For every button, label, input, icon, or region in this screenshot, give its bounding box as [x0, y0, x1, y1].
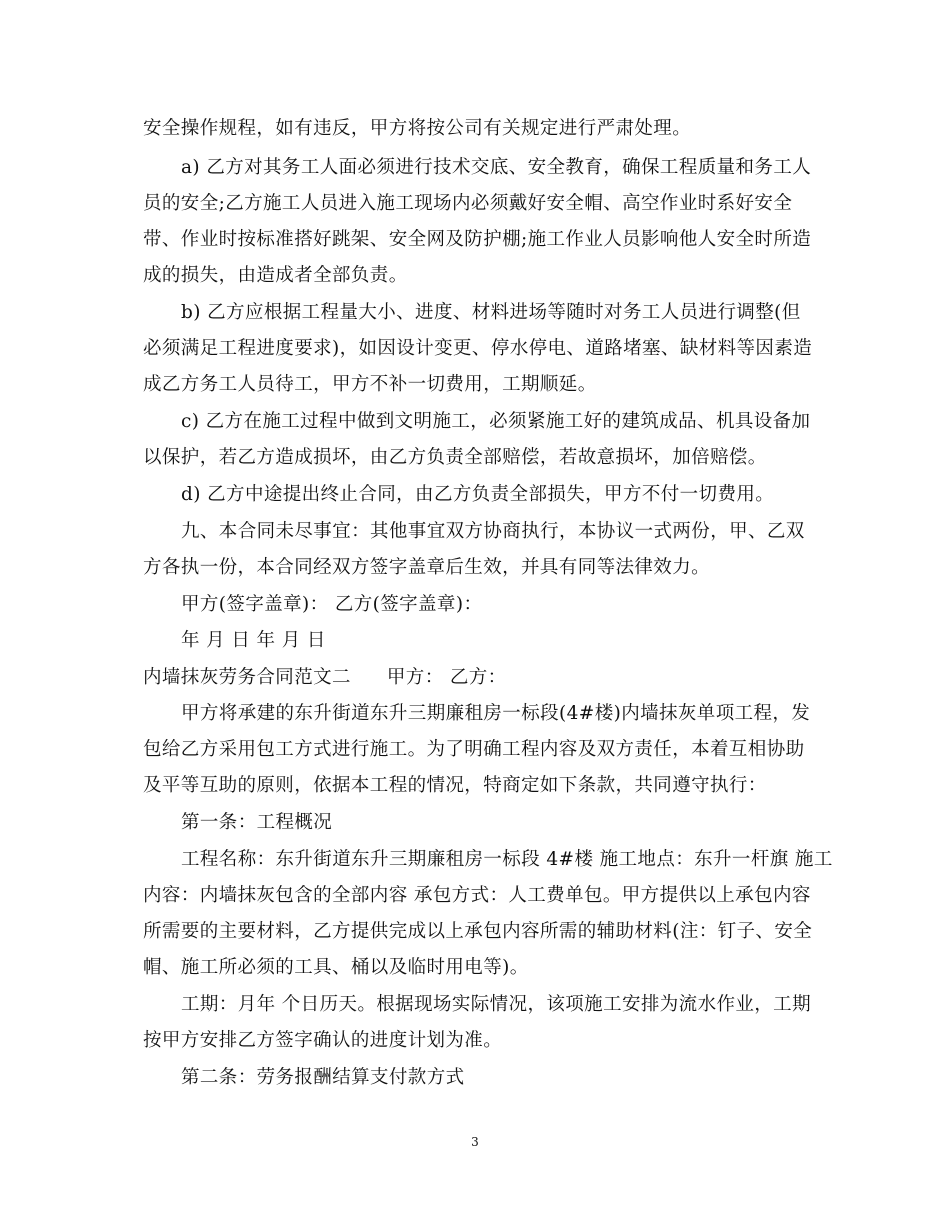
text-line: 安全操作规程，如有违反，甲方将按公司有关规定进行严肃处理。 — [143, 118, 692, 139]
text-line: d) 乙方中途提出终止合同，由乙方负责全部损失，甲方不付一切费用。 — [181, 484, 775, 505]
text-line: 工期：月年 个日历天。根据现场实际情况，该项施工安排为流水作业，工期 — [181, 994, 811, 1015]
text-line: 甲方将承建的东升街道东升三期廉租房一标段(4#楼)内墙抹灰单项工程，发 — [181, 703, 811, 724]
section-heading-line — [143, 666, 507, 690]
text-line: 工程名称：东升街道东升三期廉租房一标段 4#楼 施工地点：东升一杆旗 施工 — [181, 849, 833, 870]
page-number: 3 — [471, 1135, 479, 1149]
text-line: 成的损失，由造成者全部负责。 — [143, 265, 408, 286]
article-heading: 第二条：劳务报酬结算支付款方式 — [181, 1067, 465, 1088]
text-line: 包给乙方采用包工方式进行施工。为了明确工程内容及双方责任，本着互相协助 — [143, 739, 805, 760]
date-line: 年 月 日 年 月 日 — [181, 630, 326, 651]
text-line: 帽、施工所必须的工具、桶以及临时用电等)。 — [143, 957, 529, 978]
text-line: 九、本合同未尽事宜：其他事宜双方协商执行，本协议一式两份，甲、乙双 — [181, 521, 805, 542]
text-line: 成乙方务工人员待工，甲方不补一切费用，工期顺延。 — [143, 374, 597, 395]
text-line: 员的安全;乙方施工人员进入施工现场内必须戴好安全帽、高空作业时系好安全 — [143, 193, 793, 214]
article-heading: 第一条：工程概况 — [181, 812, 333, 833]
text-line: 带、作业时按标准搭好跳架、安全网及防护棚;施工作业人员影响他人安全时所造 — [143, 229, 812, 250]
text-line: 内容：内墙抹灰包含的全部内容 承包方式：人工费单包。甲方提供以上承包内容 — [143, 885, 811, 906]
section-title: 内墙抹灰劳务合同范文二 — [143, 667, 351, 688]
text-line: 以保护，若乙方造成损坏，由乙方负责全部赔偿，若故意损坏，加倍赔偿。 — [143, 447, 767, 468]
text-line: 按甲方安排乙方签字确认的进度计划为准。 — [143, 1030, 503, 1051]
text-line: 所需要的主要材料，乙方提供完成以上承包内容所需的辅助材料(注：钉子、安全 — [143, 921, 813, 942]
signature-line: 甲方(签字盖章)： 乙方(签字盖章)： — [181, 594, 483, 615]
text-line: 必须满足工程进度要求)，如因设计变更、停水停电、道路堵塞、缺材料等因素造 — [143, 338, 813, 359]
parties-label: 甲方： 乙方： — [386, 667, 507, 688]
text-line: c) 乙方在施工过程中做到文明施工，必须紧施工好的建筑成品、机具设备加 — [181, 411, 811, 432]
text-line: a) 乙方对其务工人面必须进行技术交底、安全教育，确保工程质量和务工人 — [181, 157, 812, 178]
text-line: 及平等互助的原则，依据本工程的情况，特商定如下条款，共同遵守执行： — [143, 775, 767, 796]
text-line: b) 乙方应根据工程量大小、进度、材料进场等随时对务工人员进行调整(但 — [181, 302, 801, 323]
text-line: 方各执一份，本合同经双方签字盖章后生效，并具有同等法律效力。 — [143, 557, 711, 578]
